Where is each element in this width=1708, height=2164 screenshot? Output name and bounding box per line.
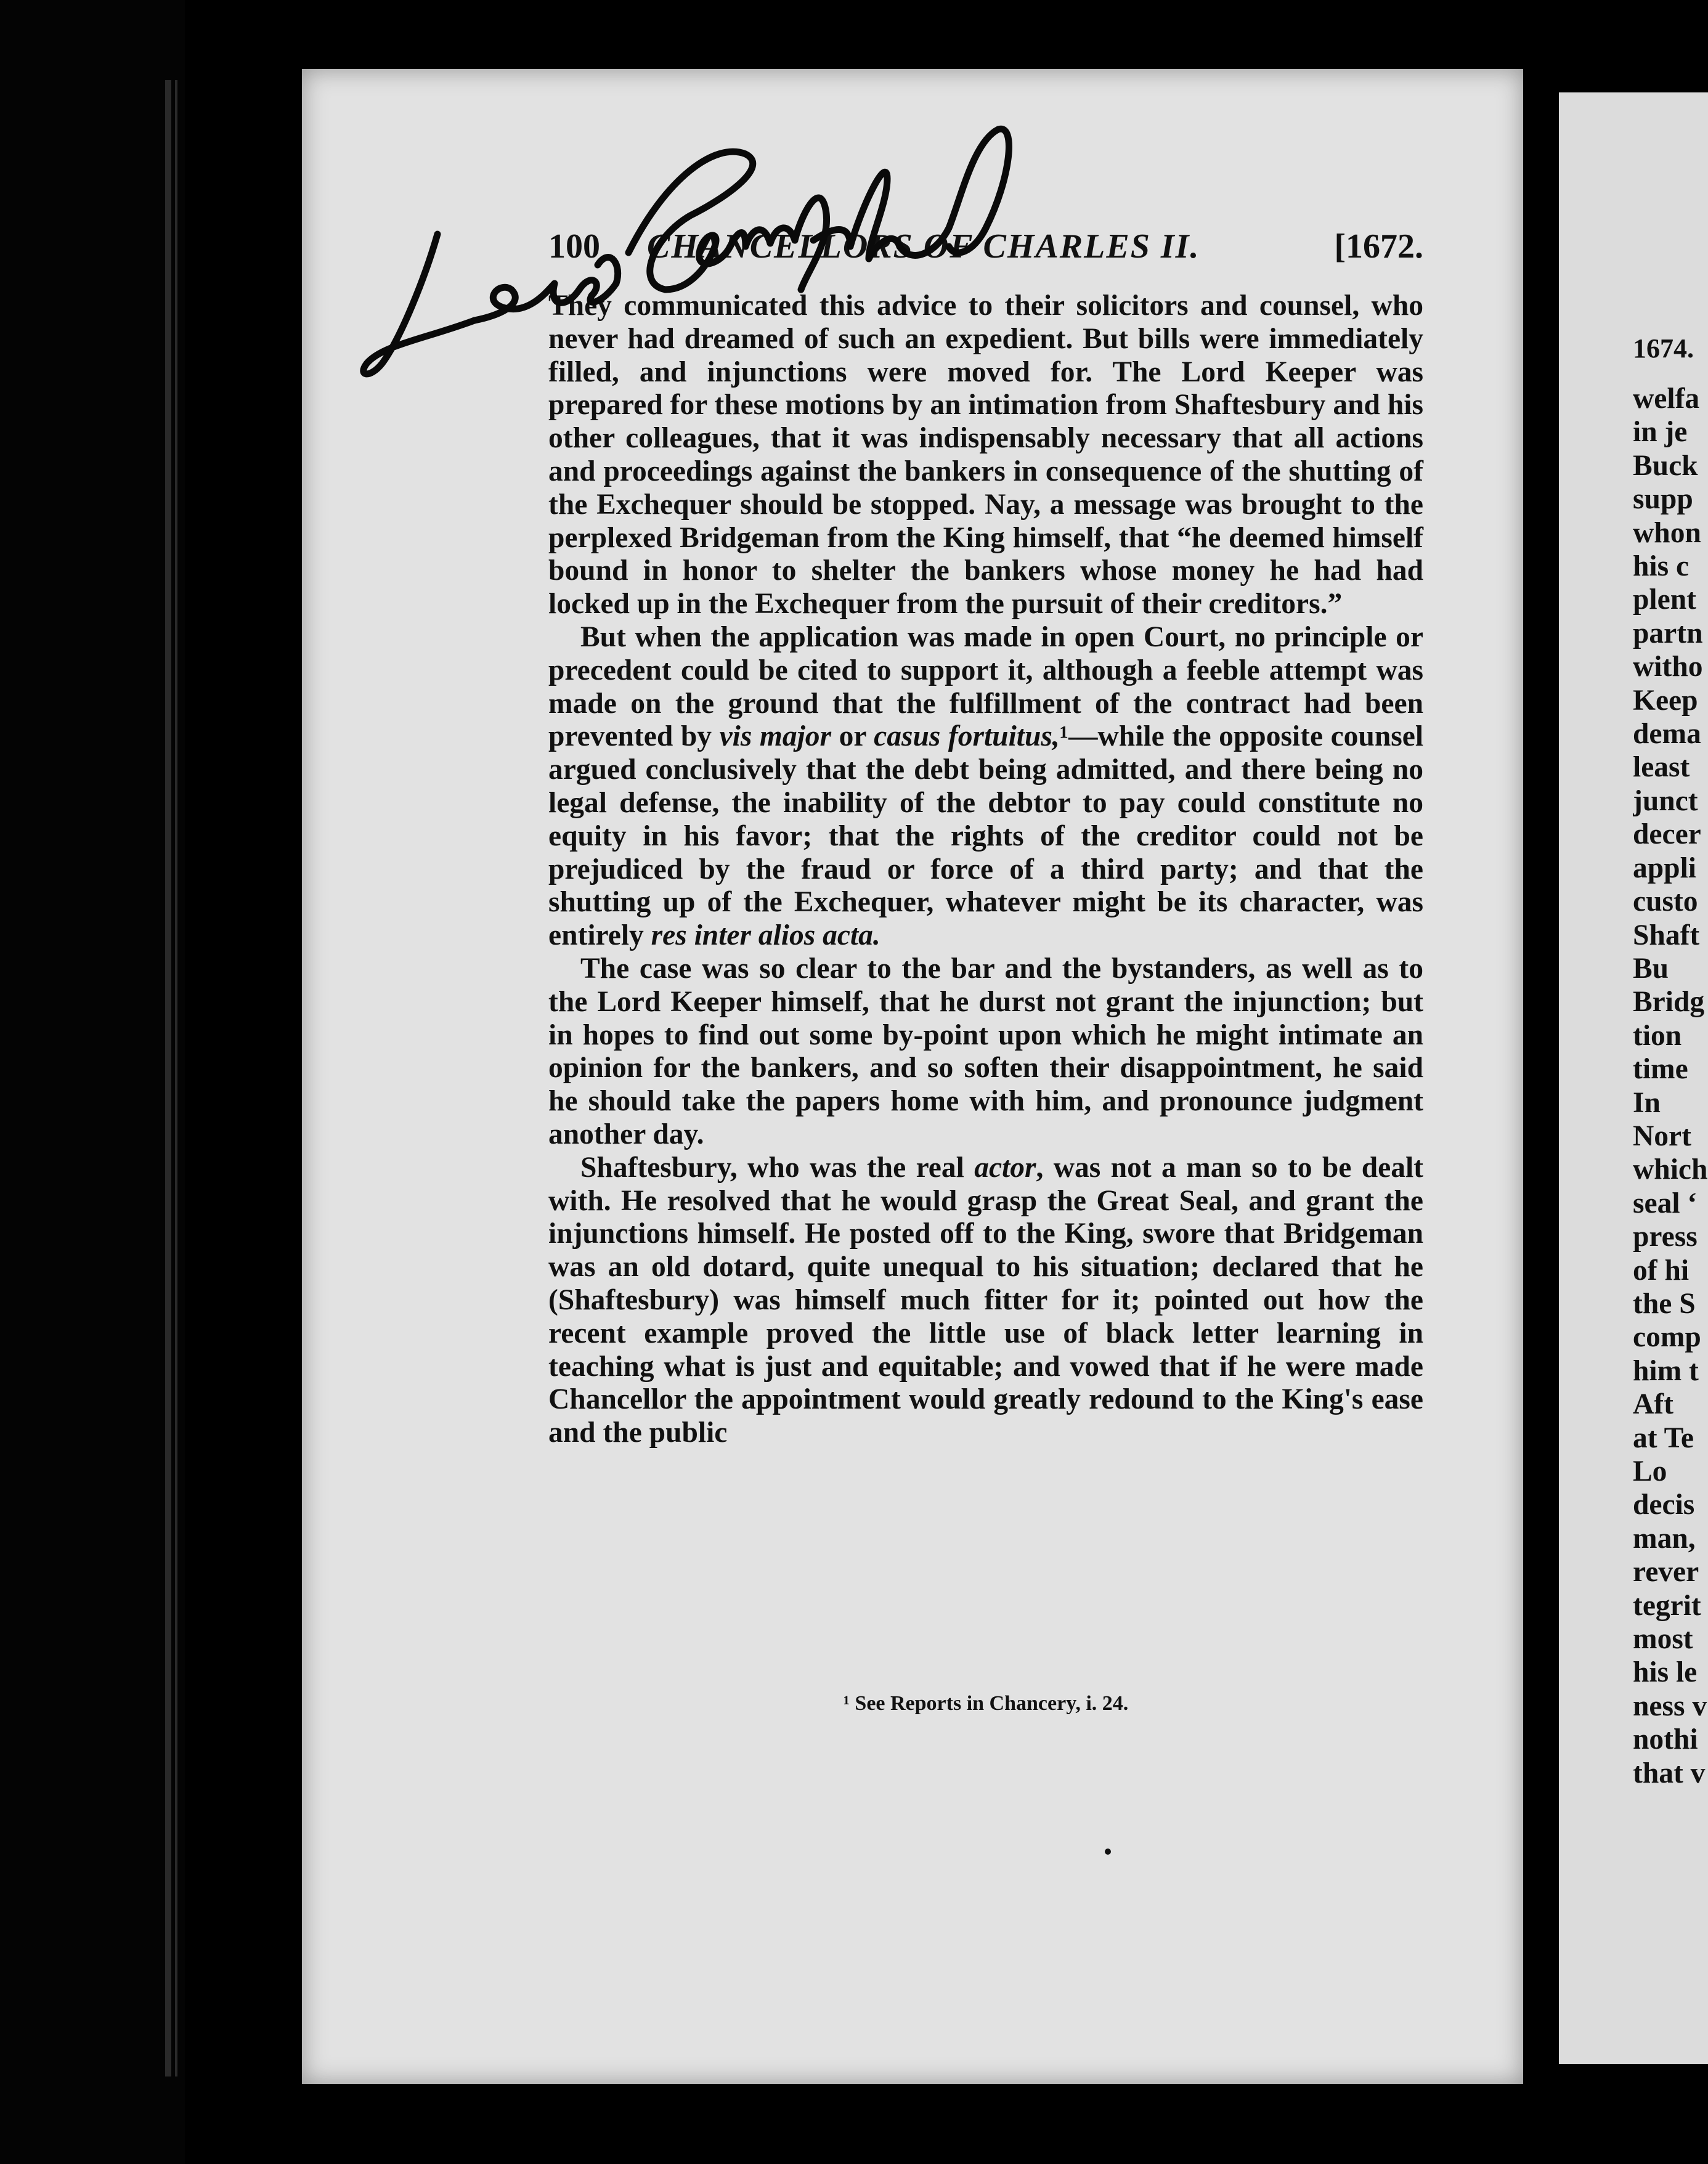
paragraph (548, 621, 1423, 953)
facing-page-line: in je (1633, 416, 1688, 449)
facing-page-line: tion (1633, 1019, 1682, 1052)
page-number: 100 (548, 227, 600, 266)
film-edge (0, 0, 185, 2164)
facing-page-line: Buck (1633, 449, 1698, 482)
facing-page-line: partn (1633, 617, 1703, 649)
film-stripe (175, 80, 177, 2077)
facing-page-line: Bridg (1633, 986, 1705, 1019)
paragraph-text: The case was so clear to the bar and the bystanders, as well as to the Lord Keeper himself, that he durst not grant the injunction; but in hopes to find out some by-point upon which he might intimate an opinion for the bankers, and so soften their disappointment, he said he should take the papers home with him, and pronounce judgment another day. (548, 952, 1423, 1150)
facing-page-line: decer (1633, 818, 1701, 851)
paragraph (548, 290, 1423, 621)
facing-page-line: witho (1633, 651, 1703, 683)
facing-page-line: Lo (1633, 1455, 1667, 1487)
facing-page-line: ness v (1633, 1690, 1707, 1722)
facing-page-line: which (1633, 1153, 1708, 1186)
facing-page-line: that v (1633, 1757, 1706, 1789)
facing-page-line: custo (1633, 885, 1698, 918)
paragraph-text: But when the application was made in open Court, no principle or precedent could be cited to support it, although a feeble attempt was made on the ground that the fulfillment of the contract had been prevented by (548, 620, 1423, 753)
facing-page-line: seal ‘ (1633, 1187, 1698, 1219)
ink-dot (1105, 1849, 1111, 1855)
italic-text: actor (974, 1151, 1036, 1184)
facing-page-line: welfa (1633, 383, 1700, 415)
facing-page-line: man, (1633, 1522, 1696, 1555)
facing-page-header: 1674. (1633, 333, 1694, 364)
paragraph-text: They communicated this advice to their solicitors and counsel, who never had dreamed of such an expedient. But bills were immediately filled, and injunctions were moved for. The Lord Keeper was prepared for these motions by an intimation from Shaftesbury and his other colleagues, that it was indispensably necessary that all actions and proceedings against the bankers in consequence of the shutting of the Exchequer should be stopped. Nay, a message was brought to the perplexed Bridgeman from the King himself, that “he deemed himself bound in honor to shelter the bankers whose money he had had locked up in the Exchequer from the pursuit of their creditors.” (548, 290, 1423, 620)
facing-page-line: plent (1633, 584, 1696, 616)
facing-page-line: him t (1633, 1354, 1699, 1387)
facing-page-line: dema (1633, 718, 1701, 750)
running-title: CHANCELLORS OF CHARLES II. (647, 227, 1200, 266)
facing-page-line: In (1633, 1086, 1661, 1119)
header-year: [1672. (1334, 227, 1423, 266)
facing-page-line: Aft (1633, 1388, 1673, 1421)
italic-text: vis major (719, 720, 832, 753)
italic-text: casus fortuitus, (874, 720, 1060, 753)
facing-page-line: Keep (1633, 684, 1698, 717)
facing-page-line: his c (1633, 550, 1690, 583)
paragraph-text: Shaftesbury, who was the real (580, 1151, 975, 1184)
facing-page-edge (1559, 92, 1708, 2064)
facing-page-line: the S (1633, 1287, 1696, 1320)
facing-page-line: his le (1633, 1656, 1698, 1689)
body-text (548, 290, 1423, 1450)
facing-page-line: tegrit (1633, 1589, 1701, 1622)
paragraph-text: , was not a man so to be dealt with. He resolved that he would grasp the Great Seal, and grant the injunctions himself. He posted off to the King, swore that Bridgeman was an old dotard, quite unequal to his situation; declared that he (Shaftesbury) was himself much fitter for it; pointed out how the recent example proved the little use of black letter learning in teaching what is just and equitable; and vowed that if he were made Chancellor the appointment would greatly redound to the King's ease and the public (548, 1151, 1424, 1449)
paragraph (548, 953, 1423, 1152)
facing-page-line: Bu (1633, 952, 1669, 985)
facing-page-line: Nort (1633, 1120, 1691, 1152)
facing-page-line: rever (1633, 1556, 1699, 1588)
facing-page-line: press (1633, 1221, 1698, 1253)
facing-page-line: comp (1633, 1321, 1701, 1354)
facing-page-line: nothi (1633, 1723, 1698, 1756)
facing-page-line: time (1633, 1053, 1688, 1086)
facing-page-line: of hi (1633, 1254, 1690, 1287)
page-header (548, 227, 1423, 276)
footnote: ¹ See Reports in Chancery, i. 24. (843, 1692, 1129, 1715)
facing-page-line: whon (1633, 516, 1701, 549)
facing-page-line: decis (1633, 1489, 1695, 1521)
facing-page-line: most (1633, 1623, 1693, 1656)
paragraph-text: ¹—while the opposite counsel argued conclusively that the debt being admitted, and there being no legal defense, the inability of the debtor to pay could constitute no equity in his favor; that the rights of the creditor could not be prejudiced by the fraud or force of a third party; and that the shutting up of the Exchequer, whatever might be its character, was entirely (548, 720, 1424, 952)
paragraph (548, 1152, 1423, 1450)
paragraph-text: or (831, 720, 874, 753)
facing-page-line: at Te (1633, 1422, 1694, 1454)
facing-page-lines (1633, 382, 1708, 1790)
italic-text: res inter alios acta. (651, 919, 880, 952)
facing-page-line: junct (1633, 784, 1698, 817)
facing-page-line: supp (1633, 483, 1693, 516)
facing-page-line: appli (1633, 852, 1696, 884)
facing-page-line: Shaft (1633, 919, 1700, 951)
facing-page-line: least (1633, 751, 1690, 784)
film-stripe (165, 80, 171, 2077)
